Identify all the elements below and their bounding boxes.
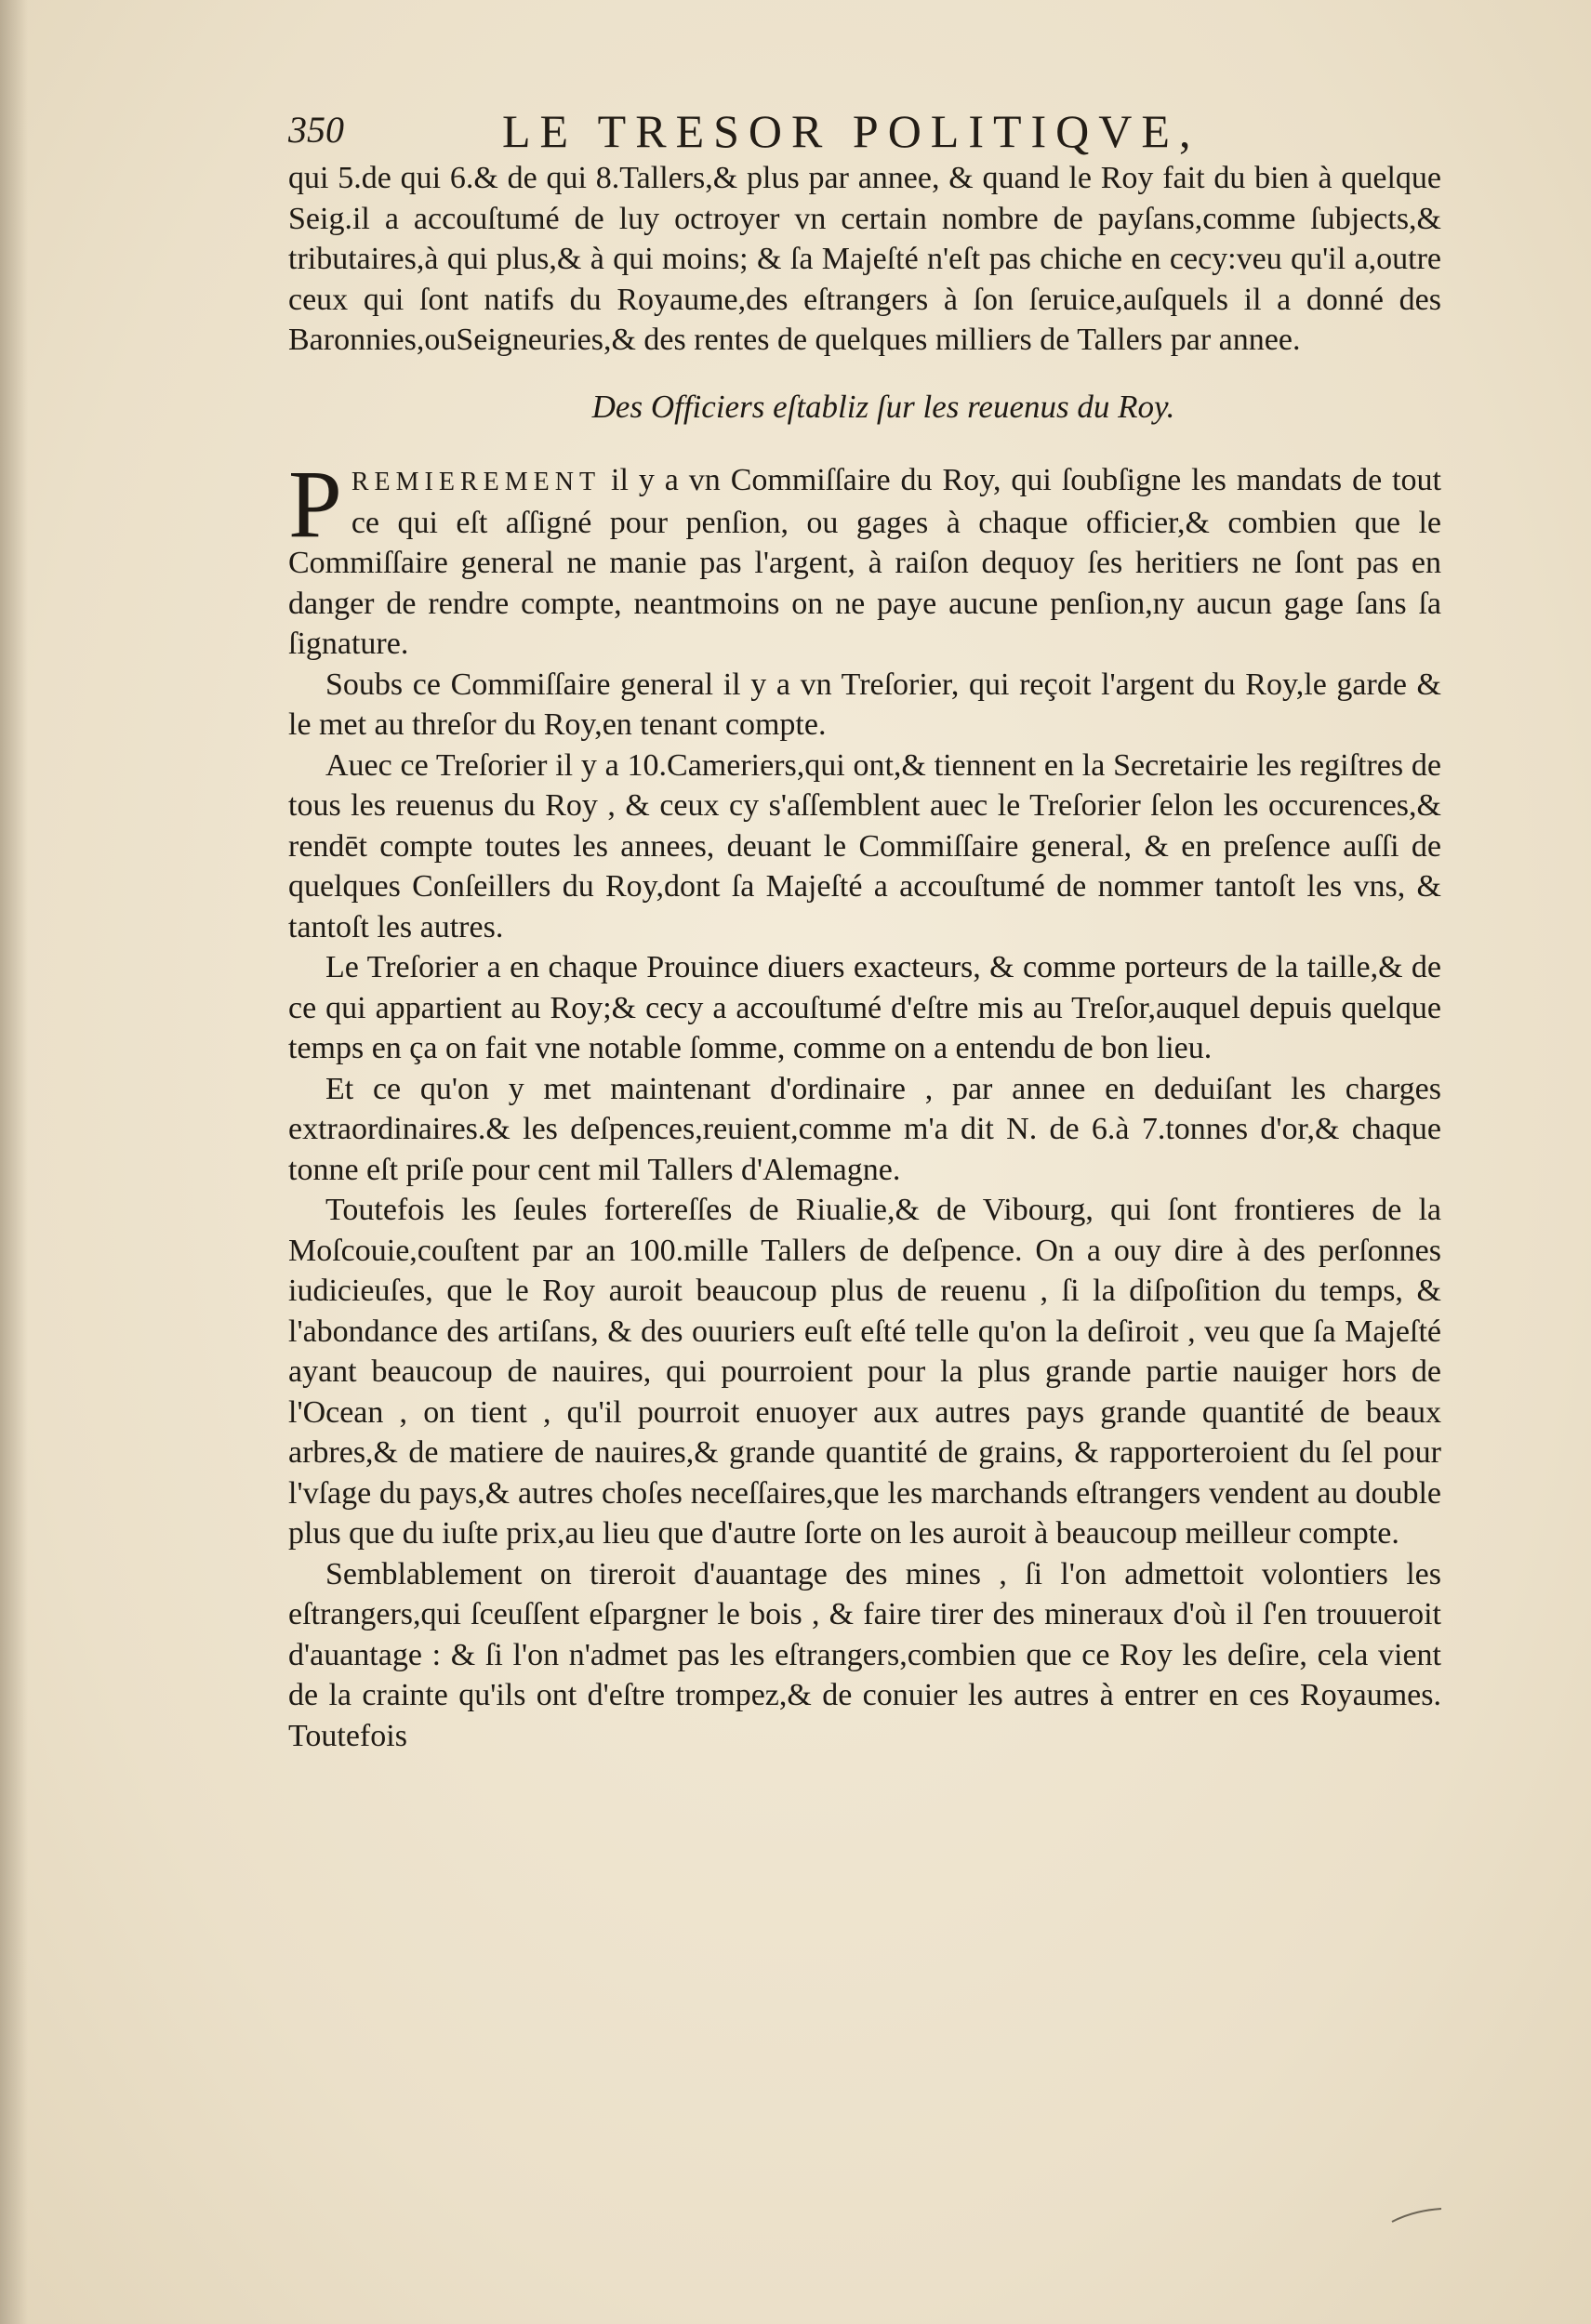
paragraph-5: Et ce qu'on y met maintenant d'ordinaire , par annee en deduiſant les charges extraordinaires.& les deſpences,reuient,comme m'a dit N. de 6.à 7.tonnes d'or,& chaque tonne eſt priſe pour cent mil Tallers d'Alemagne.: [288, 1071, 1441, 1187]
paragraph-0: qui 5.de qui 6.& de qui 8.Tallers,& plus par annee, & quand le Roy fait du bien à quelque Seig.il a accouſtumé de luy octroyer vn certain nombre de payſans,comme ſubjects,& tributaires,à qui plus,& à qui moins; & ſa Majeſté n'eſt pas chiche en cecy:veu qu'il a,outre ceux qui ſont natifs du Royaume,des eſtrangers à ſon ſeruice,auſquels il a donné des Baronnies,ouSeigneuries,& des rentes de quelques milliers de Tallers par annee.: [288, 161, 1441, 357]
paragraph-1-lead: REMIEREMENT: [351, 468, 602, 496]
page-number: 350: [288, 109, 344, 151]
paragraph-1-text: il y a vn Commiſſaire du Roy, qui ſoubſigne les mandats de tout ce qui eſt aſſigné pour penſion, ou gages à chaque officier,& combien que le Commiſſaire general ne manie pas l'argent, à raiſon dequoy ſes heritiers ne ſont pas en danger de rendre compte, neantmoins on ne paye aucune penſion,ny aucun gage ſans ſa ſignature.: [288, 463, 1441, 661]
paragraph-4: Le Treſorier a en chaque Prouince diuers exacteurs, & comme porteurs de la taille,& de ce qui appartient au Roy;& cecy a accouſtumé d'eſtre mis au Treſor,auquel depuis quelque temps en ça on fait vne notable ſomme, comme on a entendu de bon lieu.: [288, 950, 1441, 1065]
drop-capital: P: [288, 451, 342, 558]
text-block: [288, 158, 1441, 1756]
section-heading: Des Officiers eſtabliz ſur les reuenus du Roy.: [591, 388, 1175, 425]
ink-smudge: [1390, 2203, 1446, 2231]
paragraph-2: Soubs ce Commiſſaire general il y a vn Treſorier, qui reçoit l'argent du Roy,le garde & le met au threſor du Roy,en tenant compte.: [288, 667, 1441, 742]
running-title: LE TRESOR POLITIQVE,: [502, 105, 1200, 157]
running-head: [288, 104, 1274, 160]
paragraph-7: Semblablement on tireroit d'auantage des mines , ſi l'on admettoit volontiers les eſtrangers,qui ſceuſſent eſpargner le bois , & faire tirer des mineraux d'où il ſ'en trouueroit d'auantage : & ſi l'on n'admet pas les eſtrangers,combien que ce Roy les deſire, cela vient de la crainte qu'ils ont d'eſtre trompez,& de conuier les autres à entrer en ces Royaumes. Toutefois: [288, 1556, 1441, 1753]
paragraph-3: Auec ce Treſorier il y a 10.Cameriers,qui ont,& tiennent en la Secretairie les regiſtres de tous les reuenus du Roy , & ceux cy s'aſſemblent auec le Treſorier ſelon les occurences,& rendēt compte toutes les annees, deuant le Commiſſaire general, & en preſence auſſi de quelques Conſeillers du Roy,dont ſa Majeſté a accouſtumé de nommer tantoſt les vns, & tantoſt les autres.: [288, 747, 1441, 944]
paragraph-6: Toutefois les ſeules fortereſſes de Riualie,& de Vibourg, qui ſont frontieres de la Moſcouie,couſtent par an 100.mille Tallers de deſpence. On a ouy dire à des perſonnes iudicieuſes, que le Roy auroit beaucoup plus de reuenu , ſi la diſpoſition du temps, & l'abondance des artiſans, & des ouuriers euſt eſté telle qu'on la deſiroit , veu que ſa Majeſté ayant beaucoup de nauires, qui pourroient pour la plus grande partie nauiger hors de l'Ocean , on tient , qu'il pourroit enuoyer aux autres pays grande quantité de beaux arbres,& de matiere de nauires,& grande quantité de grains, & rapporteroient du ſel pour l'vſage du pays,& autres choſes neceſſaires,que les marchands eſtrangers vendent au double plus que du iuſte prix,au lieu que d'autre ſorte on les auroit à beaucoup meilleur compte.: [288, 1193, 1441, 1551]
page-edge-shadow: [0, 0, 28, 2324]
paragraph-1: [288, 451, 1441, 665]
